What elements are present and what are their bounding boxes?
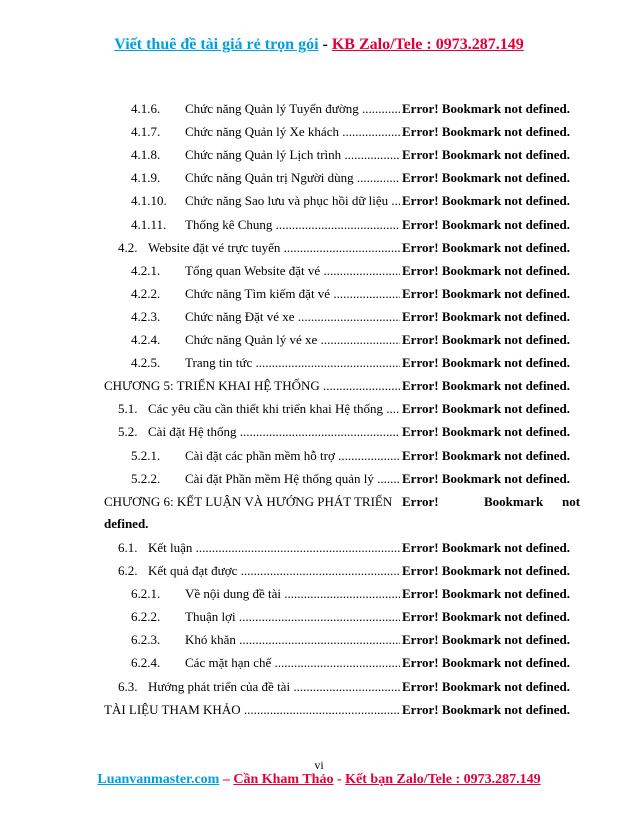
toc-entry-title: Chức năng Quản lý Tuyến đường ..... bbox=[185, 99, 400, 119]
toc-entry-error: Error! Bookmark not defined. bbox=[402, 101, 571, 116]
toc-entry-title: Website đặt vé trực tuyến ..... bbox=[148, 238, 400, 258]
toc-entry-title: Hướng phát triển của đề tài ..... bbox=[148, 677, 400, 697]
toc-entry-number: 4.2.1. bbox=[131, 262, 161, 278]
toc-entry-title: Chức năng Quản lý vé xe ..... bbox=[185, 330, 400, 350]
toc-entry[interactable] bbox=[0, 307, 638, 327]
toc-entry-title: Chức năng Quản trị Người dùng ..... bbox=[185, 168, 400, 188]
toc-entry-number: 5.1. bbox=[118, 401, 138, 417]
toc-entry-number: 4.2.4. bbox=[131, 332, 161, 347]
toc-entry-title: Chức năng Tìm kiếm đặt vé ..... bbox=[185, 284, 400, 304]
toc-entry-number: 6.3. bbox=[118, 678, 138, 694]
toc-entry-title: Chức năng Quản lý Lịch trình ..... bbox=[185, 145, 400, 165]
toc-entry-number: 4.2.3. bbox=[131, 308, 161, 324]
toc-entry-title: Cài đặt Phần mềm Hệ thống quản lý ..... bbox=[185, 469, 400, 489]
toc-entry[interactable] bbox=[0, 376, 638, 396]
toc-entry-title: Tổng quan Website đặt vé ..... bbox=[185, 261, 400, 281]
toc-entry-title: Các mặt hạn chế ..... bbox=[185, 653, 400, 673]
header-separator: - bbox=[318, 36, 332, 53]
toc-entry[interactable] bbox=[0, 145, 638, 165]
toc-entry-number: 6.2.2. bbox=[131, 609, 161, 625]
toc-entry[interactable] bbox=[0, 469, 638, 489]
toc-entry-error: Error! Bookmark not defined. bbox=[402, 701, 571, 717]
toc-entry[interactable] bbox=[0, 607, 638, 627]
toc-entry-number: 5.2.1. bbox=[131, 447, 161, 463]
toc-entry[interactable] bbox=[0, 630, 638, 650]
page-header bbox=[0, 36, 638, 54]
toc-entry-error: not bbox=[562, 493, 581, 509]
toc-entry-error: Error! Bookmark not defined. bbox=[402, 401, 571, 417]
toc-entry-title: Kết luận ..... bbox=[148, 538, 400, 558]
toc-entry-error: Error! Bookmark not defined. bbox=[402, 239, 571, 255]
toc-entry-error: Error! Bookmark not defined. bbox=[402, 539, 571, 555]
toc-entry-error: Error! Bookmark not defined. bbox=[402, 424, 571, 440]
toc-entry-title: CHƯƠNG 5: TRIỂN KHAI HỆ THỐNG ..... bbox=[104, 376, 400, 396]
toc-entry-error: Error! Bookmark not defined. bbox=[402, 147, 571, 163]
toc-entry-number: 4.1.9. bbox=[131, 170, 161, 186]
toc-entry-title: Chức năng Quản lý Xe khách ..... bbox=[185, 122, 400, 142]
toc-entry-number: 6.2.4. bbox=[131, 655, 161, 671]
toc-entry-error: Error! Bookmark not defined. bbox=[402, 124, 571, 140]
toc-entry[interactable] bbox=[0, 122, 638, 142]
toc-entry-title: Chức năng Đặt vé xe ..... bbox=[185, 307, 400, 327]
toc-entry-error: Error! Bookmark not defined. bbox=[402, 632, 571, 648]
toc-entry[interactable] bbox=[0, 353, 638, 373]
toc-entry-number: 5.2. bbox=[118, 424, 138, 440]
toc-entry-number: 4.1.8. bbox=[131, 147, 161, 163]
toc-entry[interactable] bbox=[0, 700, 638, 720]
toc-entry[interactable] bbox=[0, 191, 638, 211]
toc-entry[interactable] bbox=[0, 168, 638, 188]
toc-entry-error: Error! Bookmark not defined. bbox=[402, 216, 571, 232]
toc-entry-title: Trang tin tức ..... bbox=[185, 353, 400, 373]
toc-entry-number: 6.2. bbox=[118, 563, 138, 578]
toc-entry-number: 4.1.10. bbox=[131, 193, 167, 209]
header-link-service[interactable]: Viết thuê đề tài giá rẻ trọn gói bbox=[114, 36, 319, 53]
toc-entry-error: Error! Bookmark not defined. bbox=[402, 609, 571, 625]
toc-entry-title: Cài đặt Hệ thống ..... bbox=[148, 422, 400, 442]
footer-separator: - bbox=[333, 772, 346, 787]
toc-entry[interactable] bbox=[104, 492, 581, 536]
toc-entry-number: 6.1. bbox=[118, 539, 138, 555]
toc-entry[interactable] bbox=[0, 653, 638, 673]
toc-entry-error: Error! Bookmark not defined. bbox=[402, 470, 571, 486]
toc-entry-number: 4.1.11. bbox=[131, 216, 167, 232]
toc-entry-error: Error! Bookmark not defined. bbox=[402, 193, 571, 209]
toc-entry-error: Error! Bookmark not defined. bbox=[402, 308, 571, 324]
toc-entry-number: 4.2.5. bbox=[131, 355, 161, 371]
toc-entry-title: TÀI LIỆU THAM KHẢO ..... bbox=[104, 700, 400, 720]
toc-entry[interactable] bbox=[0, 261, 638, 281]
toc-entry-title: CHƯƠNG 6: KẾT LUẬN VÀ HƯỚNG PHÁT TRIỂN bbox=[104, 493, 393, 509]
toc-entry-title: Cài đặt các phần mềm hỗ trợ ..... bbox=[185, 446, 400, 466]
toc-entry-error: Error! Bookmark not defined. bbox=[402, 655, 571, 671]
toc-entry-error: Error! Bookmark not defined. bbox=[402, 170, 571, 186]
toc-entry-number: 4.1.6. bbox=[131, 101, 161, 116]
toc-entry-error: Error! bbox=[402, 493, 439, 509]
toc-entry-error: Error! Bookmark not defined. bbox=[402, 447, 571, 463]
toc-entry[interactable] bbox=[0, 677, 638, 697]
toc-entry[interactable] bbox=[0, 561, 638, 581]
toc-entry-number: 4.1.7. bbox=[131, 124, 161, 140]
toc-entry-error: defined. bbox=[104, 515, 149, 531]
footer-link-name[interactable]: Cần Kham Thảo bbox=[233, 772, 334, 787]
toc-entry[interactable] bbox=[0, 215, 638, 235]
toc-entry-number: 5.2.2. bbox=[131, 470, 161, 486]
footer-link-site[interactable]: Luanvanmaster.com bbox=[97, 772, 220, 787]
toc-entry[interactable] bbox=[0, 584, 638, 604]
footer-link-contact[interactable]: Kết bạn Zalo/Tele : 0973.287.149 bbox=[345, 772, 541, 787]
toc-entry[interactable] bbox=[0, 330, 638, 350]
toc-entry-title: Về nội dung đề tài ..... bbox=[185, 584, 400, 604]
toc-entry[interactable] bbox=[0, 538, 638, 558]
toc-entry-error: Error! Bookmark not defined. bbox=[402, 678, 571, 694]
page-footer bbox=[0, 772, 638, 788]
toc-entry-number: 4.2. bbox=[118, 239, 138, 255]
toc-entry-error: Error! Bookmark not defined. bbox=[402, 332, 571, 347]
toc-entry[interactable] bbox=[0, 422, 638, 442]
toc-entry-title: Kết quả đạt được ..... bbox=[148, 561, 400, 581]
toc-entry-title: Thống kê Chung ..... bbox=[185, 215, 400, 235]
toc-entry-title: Chức năng Sao lưu và phục hồi dữ liệu ..... bbox=[185, 191, 400, 211]
toc-entry-error: Error! Bookmark not defined. bbox=[402, 563, 571, 578]
toc-entry-number: 4.2.2. bbox=[131, 285, 161, 301]
toc-entry-error: Bookmark bbox=[484, 493, 544, 509]
toc-entry[interactable] bbox=[0, 99, 638, 119]
toc-entry[interactable] bbox=[0, 238, 638, 258]
page-number: vi bbox=[314, 758, 324, 772]
toc-entry-title: Khó khăn ..... bbox=[185, 630, 400, 650]
toc-entry-error: Error! Bookmark not defined. bbox=[402, 586, 571, 602]
toc-entry[interactable] bbox=[0, 284, 638, 304]
toc-entry-error: Error! Bookmark not defined. bbox=[402, 355, 571, 371]
toc-entry-number: 6.2.3. bbox=[131, 632, 161, 648]
header-link-contact[interactable]: KB Zalo/Tele : 0973.287.149 bbox=[331, 36, 524, 53]
toc-entry-error: Error! Bookmark not defined. bbox=[402, 285, 571, 301]
toc-entry-title: Thuận lợi ..... bbox=[185, 607, 400, 627]
toc-entry-error: Error! Bookmark not defined. bbox=[402, 262, 571, 278]
toc-entry-error: Error! Bookmark not defined. bbox=[402, 378, 571, 394]
toc-entry-title: Các yêu cầu cần thiết khi triển khai Hệ thống ..... bbox=[148, 399, 400, 419]
toc-entry[interactable] bbox=[0, 446, 638, 466]
footer-separator: – bbox=[219, 772, 234, 787]
toc-entry[interactable] bbox=[0, 399, 638, 419]
toc-entry-number: 6.2.1. bbox=[131, 586, 161, 602]
